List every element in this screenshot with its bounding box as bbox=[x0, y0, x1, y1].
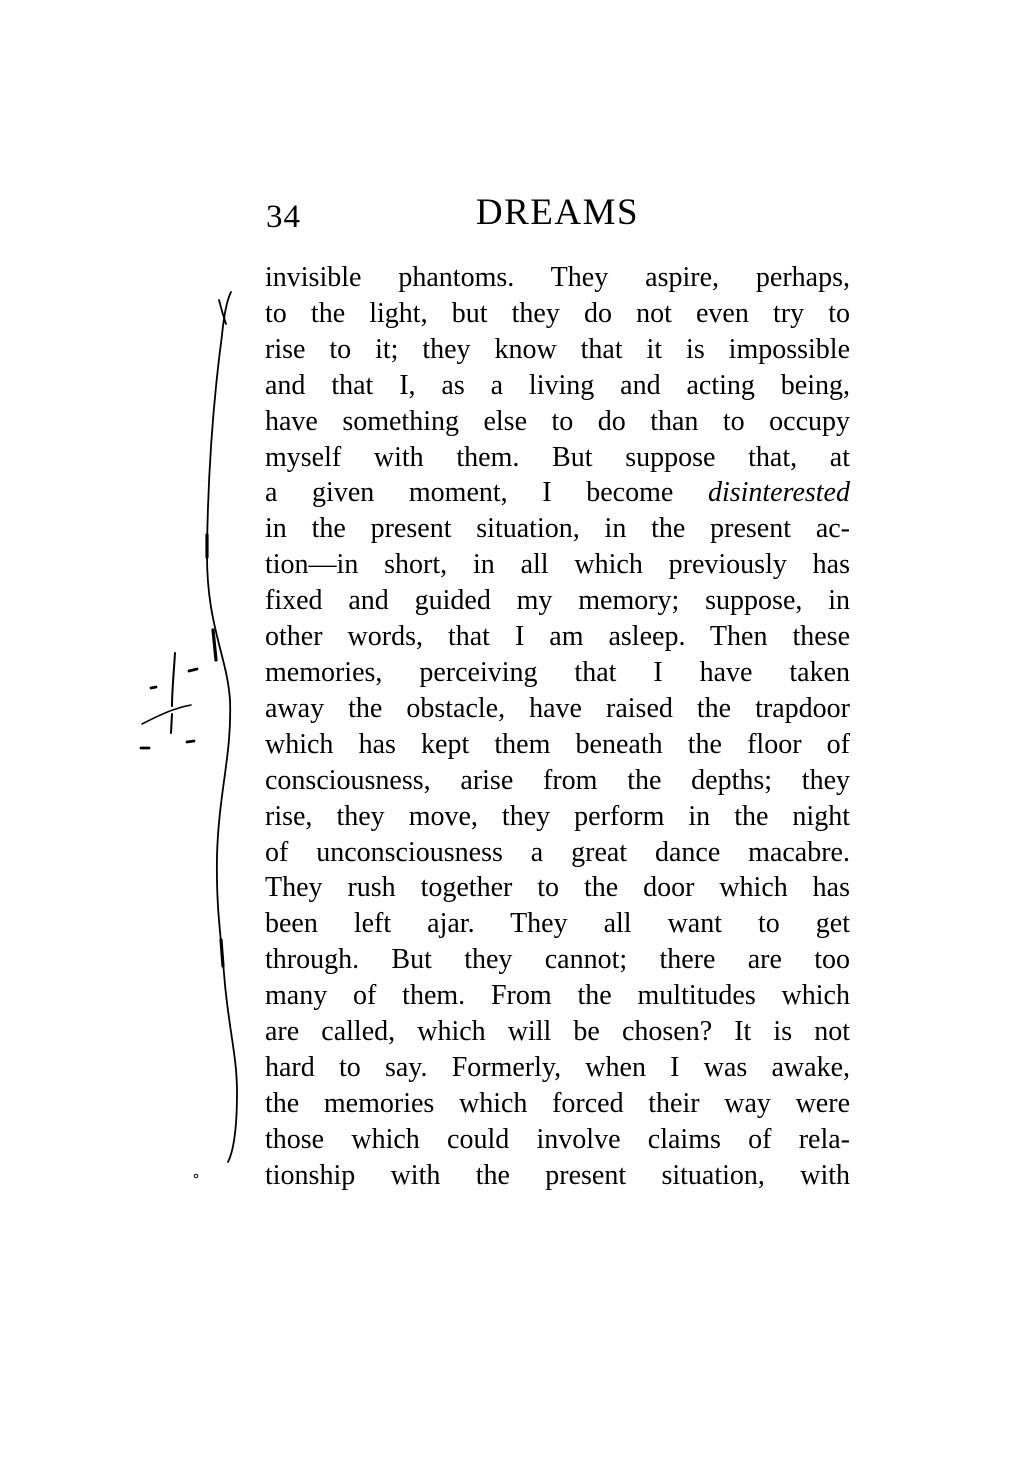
text-line bbox=[265, 1122, 850, 1158]
text-line bbox=[265, 978, 850, 1014]
text-line bbox=[265, 906, 850, 942]
text-line bbox=[265, 547, 850, 583]
text-segment: other words, that I am asleep. Then these bbox=[265, 621, 850, 653]
text-segment: those which could involve claims of rela- bbox=[265, 1123, 850, 1155]
text-line bbox=[265, 763, 850, 799]
text-line bbox=[265, 404, 850, 440]
text-segment: They rush together to the door which has bbox=[265, 872, 850, 904]
text-segment: tionship with the present situation, with bbox=[265, 1159, 850, 1191]
text-line bbox=[265, 440, 850, 476]
text-line bbox=[265, 368, 850, 404]
text-segment: been left ajar. They all want to get bbox=[265, 908, 850, 940]
text-line bbox=[265, 1086, 850, 1122]
text-segment: a given moment, I become bbox=[265, 477, 708, 509]
margin-line-mark bbox=[219, 300, 226, 324]
margin-line-mark bbox=[207, 292, 237, 1162]
text-segment: and that I, as a living and acting being, bbox=[265, 369, 850, 401]
text-segment: hard to say. Formerly, when I was awake, bbox=[265, 1051, 850, 1083]
text-segment: which has kept them beneath the floor of bbox=[265, 728, 850, 760]
text-line bbox=[265, 727, 850, 763]
page-title: DREAMS bbox=[475, 192, 640, 233]
text-segment: many of them. From the multitudes which bbox=[265, 980, 850, 1012]
text-segment: memories, perceiving that I have taken bbox=[265, 656, 850, 688]
text-line bbox=[265, 296, 850, 332]
text-line bbox=[265, 332, 850, 368]
text-line bbox=[265, 799, 850, 835]
text-segment: to the light, but they do not even try to bbox=[265, 297, 850, 329]
text-line bbox=[265, 655, 850, 691]
text-line bbox=[265, 691, 850, 727]
text-line bbox=[265, 511, 850, 547]
pencil-cross-mark bbox=[141, 669, 197, 748]
text-segment: of unconsciousness a great dance macabre. bbox=[265, 836, 850, 868]
text-segment: are called, which will be chosen? It is not bbox=[265, 1016, 850, 1048]
margin-line-mark bbox=[207, 535, 223, 966]
text-line bbox=[265, 619, 850, 655]
text-segment: away the obstacle, have raised the trapdoor bbox=[265, 692, 850, 724]
text-segment: consciousness, arise from the depths; they bbox=[265, 764, 850, 796]
page-number: 34 bbox=[266, 199, 301, 235]
text-line bbox=[265, 942, 850, 978]
text-segment: myself with them. But suppose that, at bbox=[265, 441, 850, 473]
text-segment: through. But they cannot; there are too bbox=[265, 944, 850, 976]
margin-line-mark bbox=[194, 1174, 198, 1178]
text-line bbox=[265, 475, 850, 511]
text-line bbox=[265, 260, 850, 296]
text-line bbox=[265, 583, 850, 619]
text-segment: invisible phantoms. They aspire, perhaps, bbox=[265, 262, 850, 293]
text-line bbox=[265, 1050, 850, 1086]
text-line bbox=[265, 1014, 850, 1050]
body-text bbox=[265, 260, 850, 1194]
text-line bbox=[265, 835, 850, 871]
text-segment: fixed and guided my memory; suppose, in bbox=[265, 585, 850, 617]
text-segment: the memories which forced their way were bbox=[265, 1087, 850, 1119]
pencil-cross-mark bbox=[142, 705, 191, 724]
text-segment: tion—in short, in all which previously has bbox=[265, 549, 850, 581]
text-segment: rise to it; they know that it is impossible bbox=[265, 333, 850, 365]
pencil-cross-mark bbox=[171, 653, 175, 733]
italic-text: disinterested bbox=[707, 477, 850, 509]
text-segment: have something else to do than to occupy bbox=[265, 405, 850, 437]
text-line bbox=[265, 1158, 850, 1194]
text-segment: rise, they move, they perform in the night bbox=[265, 800, 850, 832]
text-segment: in the present situation, in the present ac- bbox=[265, 513, 850, 545]
text-line bbox=[265, 870, 850, 906]
